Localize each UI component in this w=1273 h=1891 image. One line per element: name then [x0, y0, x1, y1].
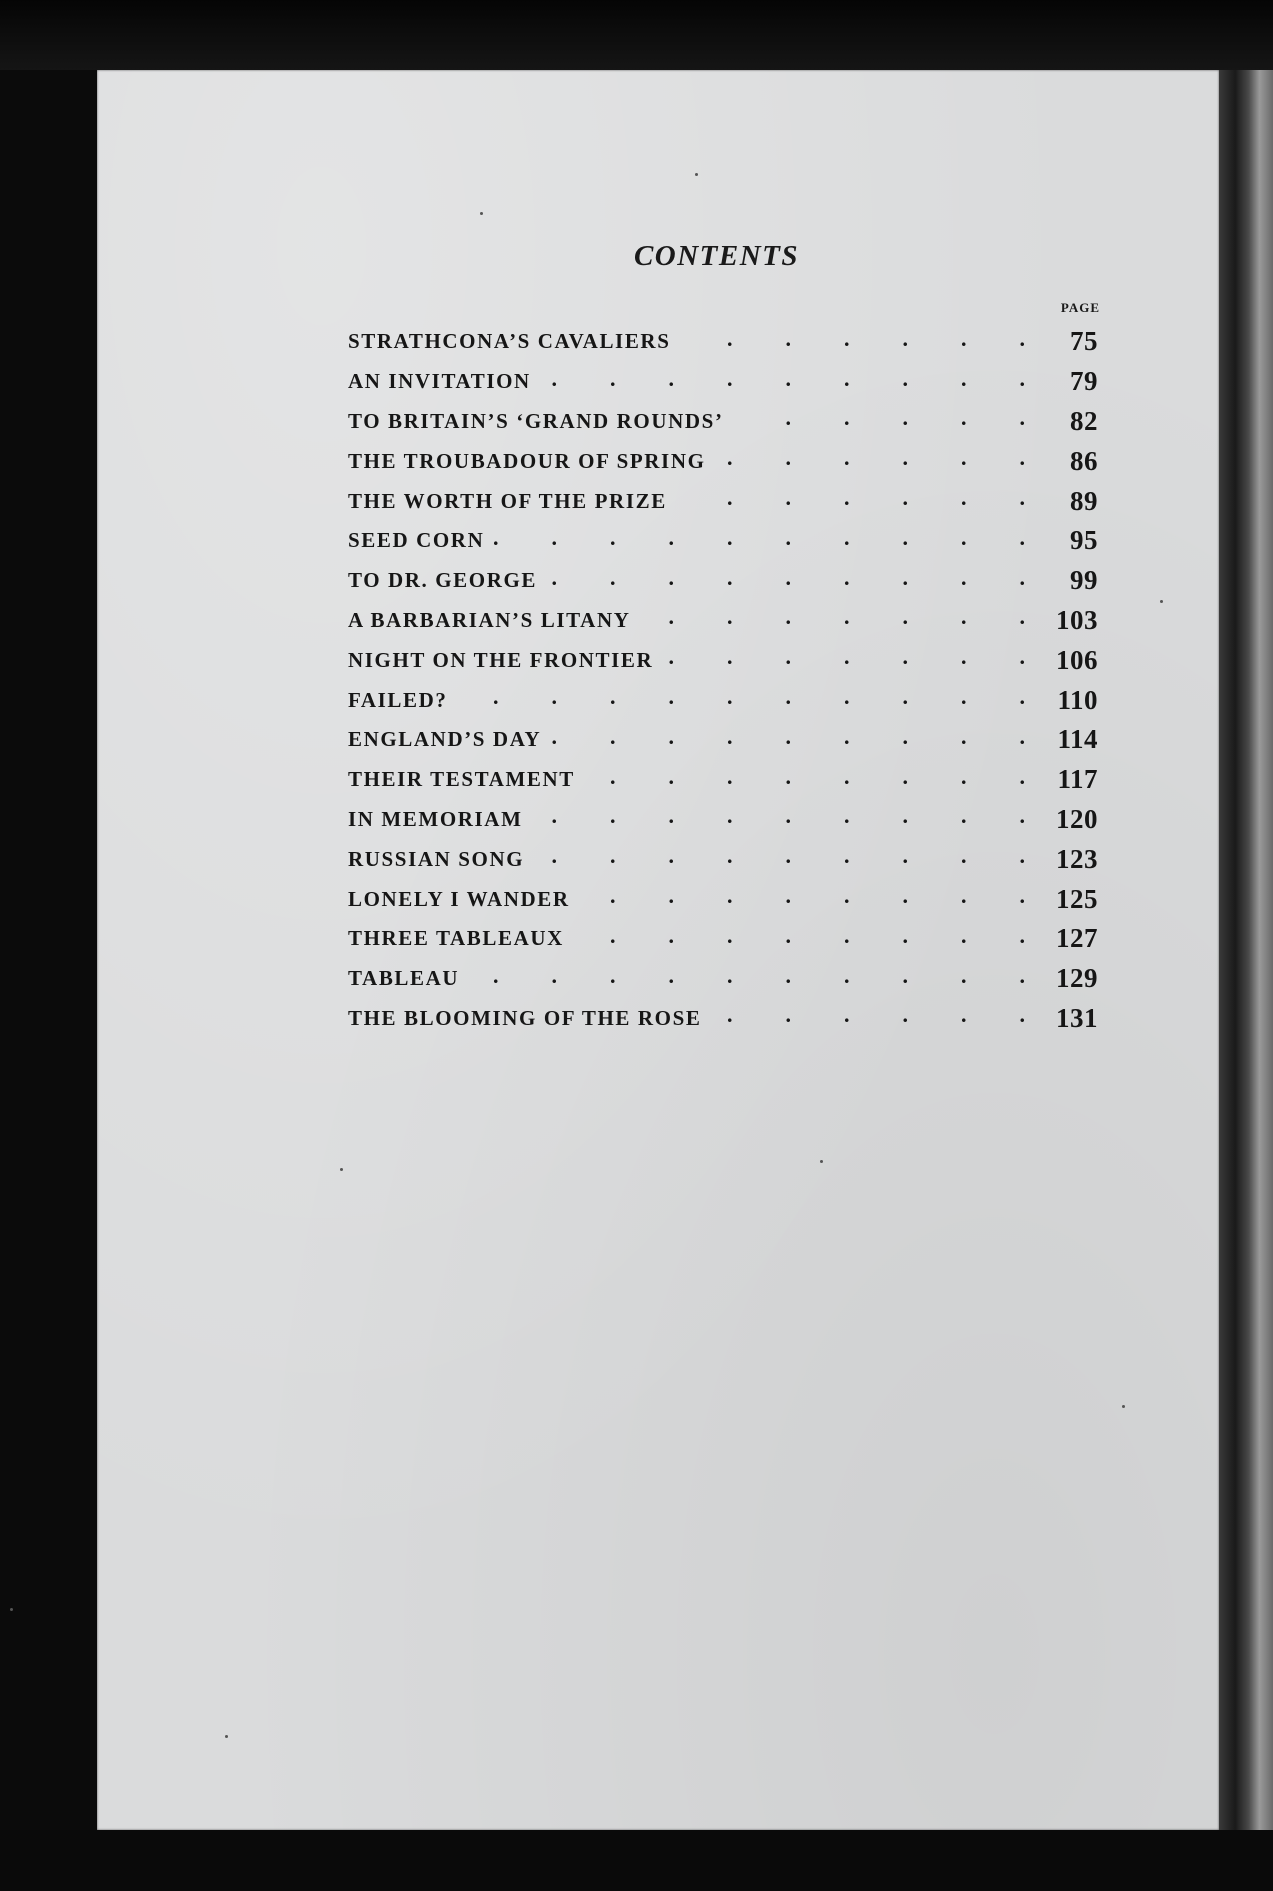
- dot-leader: [585, 766, 1026, 794]
- toc-entry: [348, 521, 1098, 561]
- toc-entry: [348, 999, 1098, 1039]
- dot-leader: [551, 726, 1026, 754]
- dot-leader: [494, 527, 1026, 555]
- toc-entry-page: 75: [1070, 326, 1098, 357]
- toc-entry-page: 129: [1056, 963, 1098, 994]
- dot-leader: [580, 885, 1026, 913]
- scan-speck: [1160, 600, 1163, 603]
- toc-entry-title: LONELY I WANDER: [348, 886, 570, 911]
- dot-leader: [469, 965, 1026, 993]
- scan-speck: [480, 212, 483, 215]
- dot-leader: [574, 925, 1026, 953]
- dot-leader: [547, 567, 1026, 595]
- toc-entry-title: ENGLAND’S DAY: [348, 727, 542, 752]
- toc-entry-title: TABLEAU: [348, 966, 460, 991]
- toc-entry: [348, 322, 1098, 362]
- toc-entry: [348, 720, 1098, 760]
- toc-entry: [348, 640, 1098, 680]
- toc-entry-page: 82: [1070, 405, 1098, 436]
- toc-entry: [348, 879, 1098, 919]
- toc-entry-page: 125: [1056, 883, 1098, 914]
- toc-entry: [348, 441, 1098, 481]
- toc-entry-page: 95: [1070, 525, 1098, 556]
- toc-entry-title: FAILED?: [348, 687, 448, 712]
- toc-entry-title: THREE TABLEAUX: [348, 926, 564, 951]
- toc-entry-page: 131: [1056, 1002, 1098, 1033]
- toc-entry-page: 127: [1056, 923, 1098, 954]
- dot-leader: [734, 407, 1026, 435]
- toc-entry-title: THEIR TESTAMENT: [348, 767, 575, 792]
- toc-entry-title: NIGHT ON THE FRONTIER: [348, 647, 654, 672]
- contents-heading: CONTENTS: [633, 240, 800, 272]
- toc-entry-page: 117: [1057, 764, 1098, 795]
- scan-right-edge: [1219, 70, 1273, 1845]
- dot-leader: [711, 1004, 1026, 1032]
- toc-entry-page: 120: [1056, 803, 1098, 834]
- toc-entry: [348, 362, 1098, 402]
- dot-leader: [541, 368, 1026, 396]
- toc-entry-title: THE BLOOMING OF THE ROSE: [348, 1005, 702, 1030]
- toc-entry-page: 99: [1070, 565, 1098, 596]
- toc-entry: [348, 919, 1098, 959]
- scan-speck: [10, 1608, 13, 1611]
- toc-entry: [348, 402, 1098, 442]
- toc-entry-title: AN INVITATION: [348, 369, 531, 394]
- toc-entry-title: RUSSIAN SONG: [348, 846, 525, 871]
- dot-leader: [680, 328, 1026, 356]
- toc-entry-page: 123: [1056, 843, 1098, 874]
- scan-top-border: [0, 0, 1273, 70]
- toc-entry-title: SEED CORN: [348, 528, 485, 553]
- table-of-contents: [348, 322, 1098, 1038]
- toc-entry-title: A BARBARIAN’S LITANY: [348, 607, 631, 632]
- toc-entry-page: 106: [1056, 644, 1098, 675]
- toc-entry-page: 79: [1070, 366, 1098, 397]
- toc-entry: [348, 760, 1098, 800]
- toc-entry-page: 103: [1056, 604, 1098, 635]
- toc-entry: [348, 959, 1098, 999]
- dot-leader: [716, 447, 1026, 475]
- dot-leader: [640, 606, 1026, 634]
- toc-entry-page: 110: [1057, 684, 1098, 715]
- dot-leader: [533, 805, 1027, 833]
- toc-entry: [348, 680, 1098, 720]
- toc-entry: [348, 839, 1098, 879]
- toc-entry-title: TO BRITAIN’S ‘GRAND ROUNDS’: [348, 408, 724, 433]
- scan-speck: [225, 1735, 228, 1738]
- toc-entry: [348, 481, 1098, 521]
- scan-speck: [1122, 1405, 1125, 1408]
- page-column-label: PAGE: [1060, 300, 1100, 315]
- scan-speck: [695, 173, 698, 176]
- toc-entry-page: 89: [1070, 485, 1098, 516]
- toc-entry-title: THE WORTH OF THE PRIZE: [348, 488, 667, 513]
- toc-entry-title: IN MEMORIAM: [348, 806, 523, 831]
- toc-entry-page: 114: [1057, 724, 1098, 755]
- scan-speck: [340, 1168, 343, 1171]
- scan-bottom-border: [0, 1830, 1273, 1891]
- toc-entry: [348, 800, 1098, 840]
- dot-leader: [677, 487, 1026, 515]
- dot-leader: [458, 686, 1027, 714]
- dot-leader: [534, 845, 1026, 873]
- toc-entry: [348, 601, 1098, 641]
- toc-entry-title: STRATHCONA’S CAVALIERS: [348, 329, 671, 354]
- scan-speck: [820, 1160, 823, 1163]
- dot-leader: [663, 646, 1026, 674]
- toc-entry: [348, 561, 1098, 601]
- toc-entry-title: THE TROUBADOUR OF SPRING: [348, 448, 706, 473]
- toc-entry-page: 86: [1070, 445, 1098, 476]
- toc-entry-title: TO DR. GEORGE: [348, 568, 538, 593]
